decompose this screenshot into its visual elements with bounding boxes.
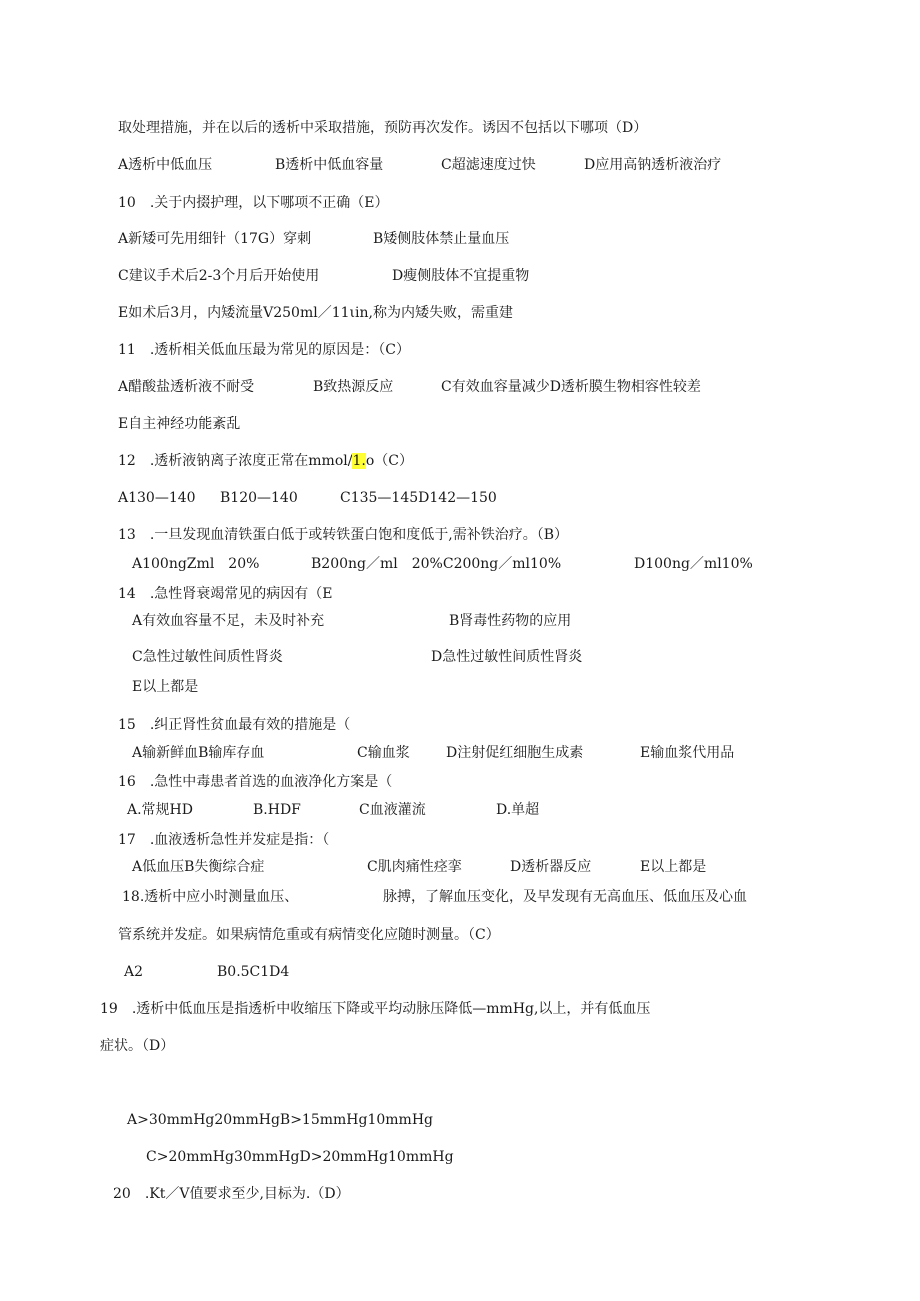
q15-option-e: E输血浆代用品 bbox=[640, 745, 735, 761]
q11-option-cd: C有效血容量减少D透析膜生物相容性较差 bbox=[441, 379, 701, 395]
q20-question: 20 .Kt／V值要求至少,目标为.（D） bbox=[113, 1186, 350, 1202]
q11-option-b: B致热源反应 bbox=[313, 379, 394, 395]
q10-question: 10 .关于内掇护理，以下哪项不正确（E） bbox=[118, 195, 389, 211]
q14-option-b: B肾毒性药物的应用 bbox=[449, 613, 572, 629]
q16-question: 16 .急性中毒患者首选的血液净化方案是（ bbox=[118, 774, 393, 790]
q11-option-e: E自主神经功能紊乱 bbox=[118, 416, 241, 432]
q17-question: 17 .血液透析急性并发症是指：（ bbox=[118, 832, 330, 848]
q14-option-e: E以上都是 bbox=[132, 679, 199, 695]
q17-option-e: E以上都是 bbox=[640, 859, 707, 875]
q10-option-a: A新矮可先用细针（17G）穿刺 bbox=[118, 231, 312, 247]
q11-question: 11 .透析相关低血压最为常见的原因是：（C） bbox=[118, 342, 410, 358]
q18-option-a: A2 bbox=[124, 964, 144, 980]
q18-question-part3: 管系统并发症。如果病情危重或有病情变化应随时测量。（C） bbox=[118, 927, 500, 943]
q16-option-c: C血液灌流 bbox=[359, 802, 426, 818]
q12-question-answer: o（C） bbox=[365, 453, 413, 469]
q18-question-part2: 脉搏，了解血压变化，及早发现有无高血压、低血压及心血 bbox=[383, 889, 747, 905]
q12-option-b: B120—140 bbox=[220, 490, 298, 506]
q19-option-ab: A>30mmHg20mmHgB>15mmHg10mmHg bbox=[127, 1112, 434, 1128]
q19-question-part1: 19 .透析中低血压是指透析中收缩压下降或平均动脉压降低—mmHg,以上，并有低血压 bbox=[100, 1001, 651, 1017]
q9-option-d: D应用高钠透析液治疗 bbox=[584, 157, 722, 173]
q10-option-e: E如术后3月，内矮流量V250ml／11ιin,称为内矮失败，需重建 bbox=[118, 305, 513, 321]
q16-option-a: A.常规HD bbox=[127, 802, 193, 818]
q13-option-a: A100ngZml 20% bbox=[132, 556, 260, 572]
q10-option-c: C建议手术后2-3个月后开始使用 bbox=[118, 268, 320, 284]
q9-option-b: B透析中低血容量 bbox=[275, 157, 384, 173]
q15-option-ab: A输新鲜血B输库存血 bbox=[132, 745, 265, 761]
q17-option-d: D透析器反应 bbox=[510, 859, 592, 875]
q12-option-cd: C135—145D142—150 bbox=[340, 490, 497, 506]
q12-option-a: A130—140 bbox=[118, 490, 196, 506]
q15-option-d: D注射促红细胞生成素 bbox=[446, 745, 584, 761]
q17-option-c: C肌肉痛性痉挛 bbox=[367, 859, 462, 875]
q18-question-part1: 18.透析中应小时测量血压、 bbox=[122, 889, 299, 905]
q14-option-c: C急性过敏性间质性肾炎 bbox=[132, 649, 283, 665]
q12-question bbox=[118, 451, 413, 471]
q14-question: 14 .急性肾衰竭常见的病因有（E bbox=[118, 586, 333, 602]
q12-question-text: 12 .透析液钠离子浓度正常在mmol/ bbox=[118, 453, 353, 469]
q14-option-a: A有效血容量不足，未及时补充 bbox=[132, 613, 325, 629]
q13-option-d: D100ng／ml10% bbox=[634, 556, 753, 572]
q17-option-ab: A低血压B失衡综合症 bbox=[132, 859, 265, 875]
q10-option-b: B矮侧肢体禁止量血压 bbox=[373, 231, 510, 247]
q14-option-d: D急性过敏性间质性肾炎 bbox=[431, 649, 583, 665]
q9-text: 取处理措施，并在以后的透析中采取措施，预防再次发作。诱因不包括以下哪项（D） bbox=[118, 120, 648, 136]
q19-question-part2: 症状。（D） bbox=[100, 1038, 175, 1054]
q13-option-bc: B200ng／ml 20%C200ng／ml10% bbox=[311, 556, 562, 572]
q16-option-b: B.HDF bbox=[253, 802, 301, 818]
q9-option-c: C超滤速度过快 bbox=[441, 157, 536, 173]
q9-option-a: A透析中低血压 bbox=[118, 157, 213, 173]
q18-option-bcd: B0.5C1D4 bbox=[217, 964, 290, 980]
q11-option-a: A醋酸盐透析液不耐受 bbox=[118, 379, 255, 395]
q19-option-cd: C>20mmHg30mmHgD>20mmHg10mmHg bbox=[146, 1149, 454, 1165]
q10-option-d: D瘦侧肢体不宜提重物 bbox=[392, 268, 530, 284]
highlighted-text: 1. bbox=[352, 453, 366, 469]
q15-option-c: C输血浆 bbox=[357, 745, 410, 761]
q16-option-d: D.单超 bbox=[496, 802, 540, 818]
q15-question: 15 .纠正肾性贫血最有效的措施是（ bbox=[118, 717, 351, 733]
q13-question: 13 .一旦发现血清铁蛋白低于或转铁蛋白饱和度低于,需补铁治疗。（B） bbox=[118, 527, 569, 543]
